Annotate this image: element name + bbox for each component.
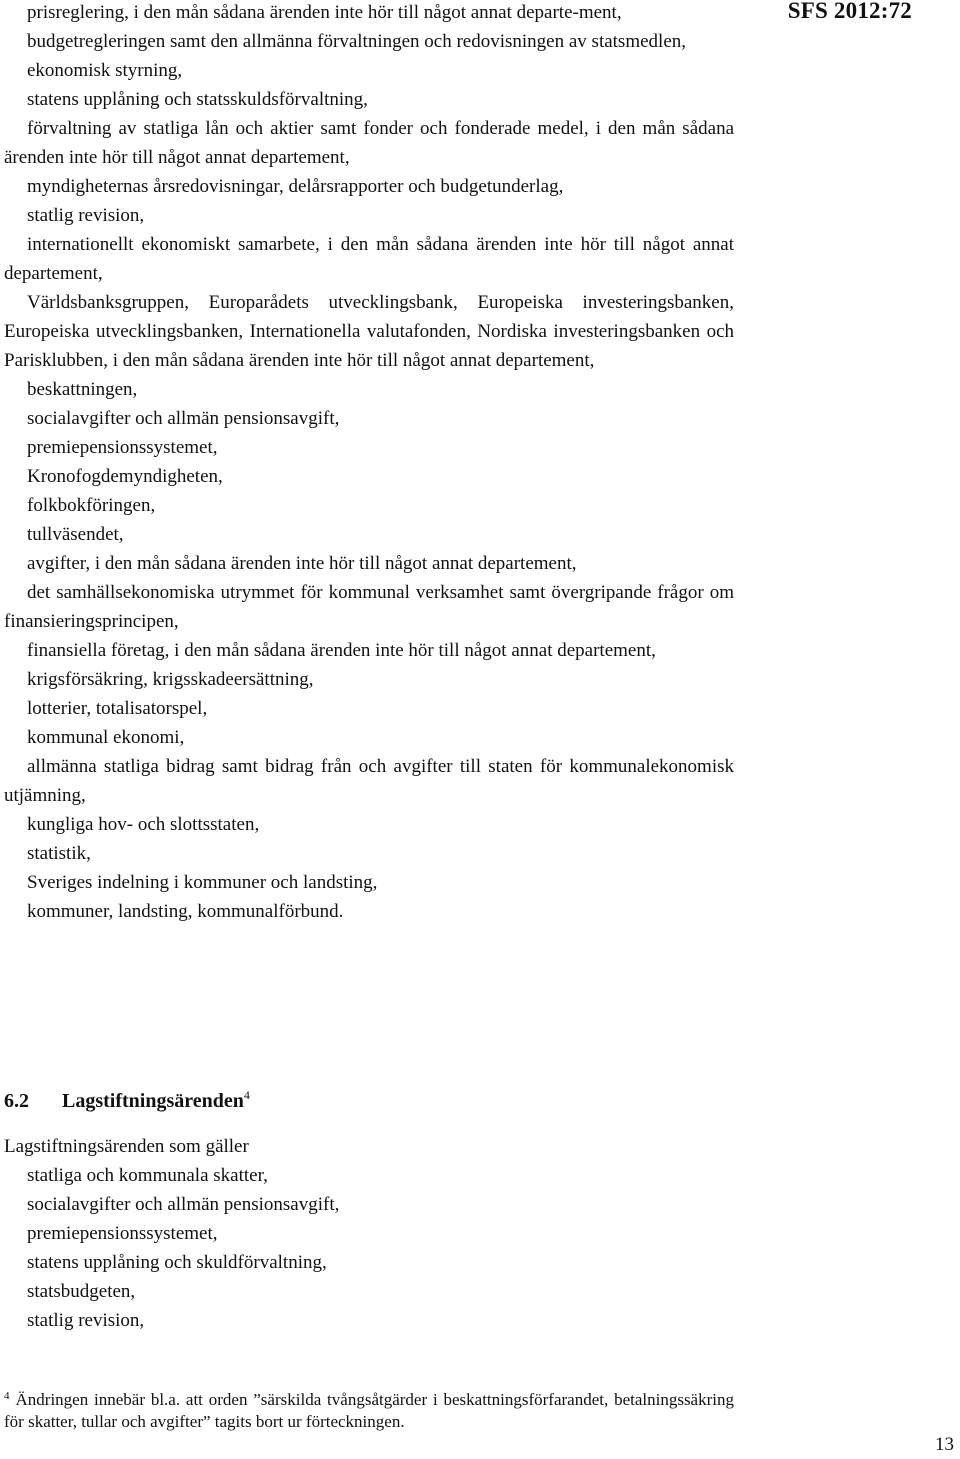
section-body [4,1132,734,1335]
list-item: beskattningen, [27,379,138,400]
list-item: tullväsendet, [27,524,124,545]
footnote-text: Ändringen innebär bl.a. att orden ”särskilda tvångsåtgärder i beskattningsförfarandet, betalningssäkring för skatter, tullar och avgifter” tagits bort ur förteckningen. [4,1390,734,1431]
list-item: statens upplåning och statsskuldsförvaltning, [27,89,368,110]
section-number: 6.2 [4,1090,29,1112]
list-item: statliga och kommunala skatter, [27,1165,268,1186]
footnote-reference: 4 [243,1088,250,1102]
list-item: internationellt ekonomiskt samarbete, i den mån sådana ärenden inte hör till något annat departement, [4,234,734,284]
list-item: budgetregleringen samt den allmänna förvaltningen och redovisningen av statsmedlen, [27,31,686,52]
list-item: statens upplåning och skuldförvaltning, [27,1252,327,1273]
list-item: förvaltning av statliga lån och aktier samt fonder och fonderade medel, i den mån sådana ärenden inte hör till något annat departement, [4,118,734,168]
list-item: premiepensionssystemet, [27,1223,218,1244]
list-item: premiepensionssystemet, [27,437,218,458]
list-item: statistik, [27,843,91,864]
list-item: avgifter, i den mån sådana ärenden inte hör till något annat departement, [27,553,577,574]
list-item: kommuner, landsting, kommunalförbund. [27,901,344,922]
list-item: krigsförsäkring, krigsskadeersättning, [27,669,314,690]
enumeration-list [4,0,734,926]
list-item: kommunal ekonomi, [27,727,185,748]
list-item: statlig revision, [27,1310,145,1331]
section-intro: Lagstiftningsärenden som gäller [4,1136,249,1157]
list-item: Kronofogdemyndigheten, [27,466,223,487]
list-item: prisreglering, i den mån sådana ärenden inte hör till något annat departe-ment, [27,2,622,23]
list-item: statlig revision, [27,205,145,226]
list-item: ekonomisk styrning, [27,60,183,81]
list-item: kungliga hov- och slottsstaten, [27,814,260,835]
page-number: 13 [935,1434,954,1455]
section-title: Lagstiftningsärenden [62,1090,244,1112]
list-item: socialavgifter och allmän pensionsavgift, [27,1194,340,1215]
list-item: lotterier, totalisatorspel, [27,698,208,719]
list-item: statsbudgeten, [27,1281,136,1302]
list-item: Världsbanksgruppen, Europarådets utvecklingsbank, Europeiska investeringsbanken, Europeiska utvecklingsbanken, Internationella valutafonden, Nordiska investeringsbanken och Parisklubben, i den mån sådana ärenden inte hör till något annat departement, [4,292,734,371]
list-item: folkbokföringen, [27,495,156,516]
list-item: finansiella företag, i den mån sådana ärenden inte hör till något annat departement, [27,640,656,661]
list-item: myndigheternas årsredovisningar, delårsrapporter och budgetunderlag, [27,176,564,197]
footnote-marker: 4 [4,1390,10,1402]
section-heading [4,1088,250,1113]
list-item: Sveriges indelning i kommuner och landsting, [27,872,378,893]
list-item: allmänna statliga bidrag samt bidrag från och avgifter till staten för kommunalekonomisk utjämning, [4,756,734,806]
document-reference: SFS 2012:72 [787,0,912,23]
list-item: socialavgifter och allmän pensionsavgift, [27,408,340,429]
footnote [4,1385,734,1433]
list-item: det samhällsekonomiska utrymmet för kommunal verksamhet samt övergripande frågor om finansieringsprincipen, [4,582,734,632]
